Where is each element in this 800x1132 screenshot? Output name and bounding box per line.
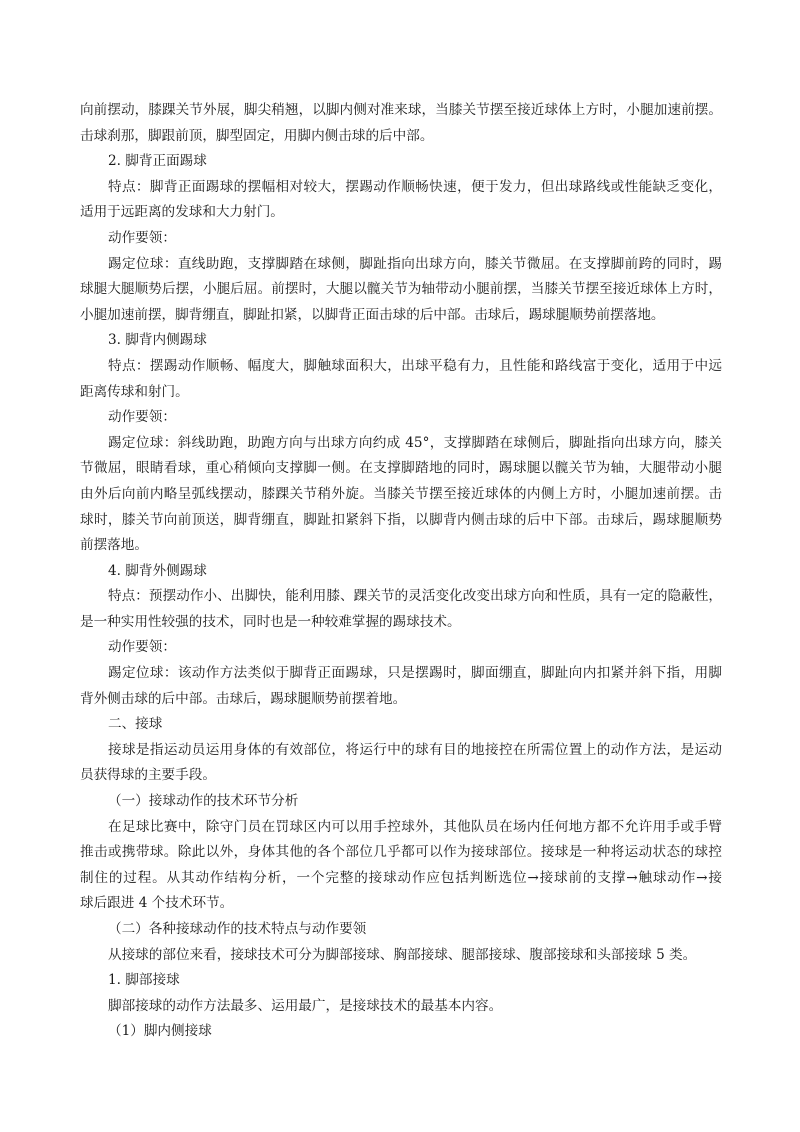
paragraph-line: 动作要领：	[108, 639, 176, 656]
document-body	[80, 98, 722, 1045]
section-heading: 3. 脚背内侧踢球	[108, 332, 207, 349]
paragraph-line: 脚部接球的动作方法最多、运用最广，是接球技术的最基本内容。	[108, 997, 503, 1014]
paragraph-line: 前摆落地。	[80, 537, 148, 554]
paragraph-line: 接球是指运动员运用身体的有效部位，将运行中的球有目的地接控在所需位置上的动作方法，是运动	[108, 741, 722, 758]
paragraph-line: 是一种实用性较强的技术，同时也是一种较难掌握的踢球技术。	[80, 613, 461, 630]
section-heading: 二、接球	[108, 716, 163, 733]
paragraph-line: 踢定位球：该动作方法类似于脚背正面踢球，只是摆踢时，脚面绷直，脚趾向内扣紧并斜下指，用脚	[108, 665, 722, 682]
paragraph-line: 由外后向前内略呈弧线摆动，膝踝关节稍外旋。当膝关节摆至接近球体的内侧上方时，小腿加速前摆。击	[80, 485, 722, 502]
paragraph-line: 踢定位球：斜线助跑，助跑方向与出球方向约成 45°，支撑脚踏在球侧后，脚趾指向出球方向，膝关	[108, 434, 722, 451]
paragraph-line: 节微屈，眼睛看球，重心稍倾向支撑脚一侧。在支撑脚踏地的同时，踢球腿以髋关节为轴，大腿带动小腿	[80, 460, 722, 477]
paragraph-line: 球后跟进 4 个技术环节。	[80, 895, 234, 912]
section-heading: 4. 脚背外侧踢球	[108, 562, 207, 579]
paragraph-line: 背外侧击球的后中部。击球后，踢球腿顺势前摆着地。	[80, 690, 407, 707]
section-heading: 2. 脚背正面踢球	[108, 153, 207, 170]
paragraph-line: 特点：摆踢动作顺畅、幅度大，脚触球面积大，出球平稳有力，且性能和路线富于变化，适用于中远	[108, 357, 722, 374]
paragraph-line: 球腿大腿顺势后摆，小腿后屈。前摆时，大腿以髋关节为轴带动小腿前摆，当膝关节摆至接近球体上方时，	[80, 281, 722, 298]
paragraph-line: 踢定位球：直线助跑，支撑脚踏在球侧，脚趾指向出球方向，膝关节微屈。在支撑脚前跨的同时，踢	[108, 255, 722, 272]
paragraph-line: 特点：脚背正面踢球的摆幅相对较大，摆踢动作顺畅快速，便于发力，但出球路线或性能缺乏变化，	[108, 178, 722, 195]
paragraph-line: 在足球比赛中，除守门员在罚球区内可以用手控球外，其他队员在场内任何地方都不允许用手或手臂	[108, 818, 722, 835]
section-heading: （一）接球动作的技术环节分析	[108, 793, 299, 810]
section-heading: 1. 脚部接球	[108, 972, 180, 989]
paragraph-line: 员获得球的主要手段。	[80, 767, 216, 784]
paragraph-line: 从接球的部位来看，接球技术可分为脚部接球、胸部接球、腿部接球、腹部接球和头部接球 5 类。	[108, 946, 697, 963]
paragraph-line: 动作要领：	[108, 409, 176, 426]
paragraph-line: 击球刹那，脚跟前顶，脚型固定，用脚内侧击球的后中部。	[80, 127, 434, 144]
paragraph-line: 距离传球和射门。	[80, 383, 189, 400]
paragraph-line: 制住的过程。从其动作结构分析，一个完整的接球动作应包括判断选位→接球前的支撑→触球动作→接	[80, 869, 722, 886]
section-heading: （二）各种接球动作的技术特点与动作要领	[108, 921, 367, 937]
paragraph-line: 特点：预摆动作小、出脚快，能利用膝、踝关节的灵活变化改变出球方向和性质，具有一定的隐蔽性，	[108, 588, 722, 605]
section-heading: （1）脚内侧接球	[108, 1023, 212, 1040]
paragraph-line: 小腿加速前摆，脚背绷直，脚趾扣紧，以脚背正面击球的后中部。击球后，踢球腿顺势前摆落地。	[80, 306, 665, 323]
paragraph-line: 动作要领：	[108, 229, 176, 246]
paragraph-line: 球时，膝关节向前顶送，脚背绷直，脚趾扣紧斜下指，以脚背内侧击球的后中下部。击球后，踢球腿顺势	[80, 511, 722, 528]
paragraph-line: 推击或携带球。除此以外，身体其他的各个部位几乎都可以作为接球部位。接球是一种将运动状态的球控	[80, 844, 722, 861]
paragraph-line: 适用于远距离的发球和大力射门。	[80, 204, 284, 221]
paragraph-line: 向前摆动，膝踝关节外展，脚尖稍翘，以脚内侧对准来球，当膝关节摆至接近球体上方时，小腿加速前摆。	[80, 102, 722, 118]
